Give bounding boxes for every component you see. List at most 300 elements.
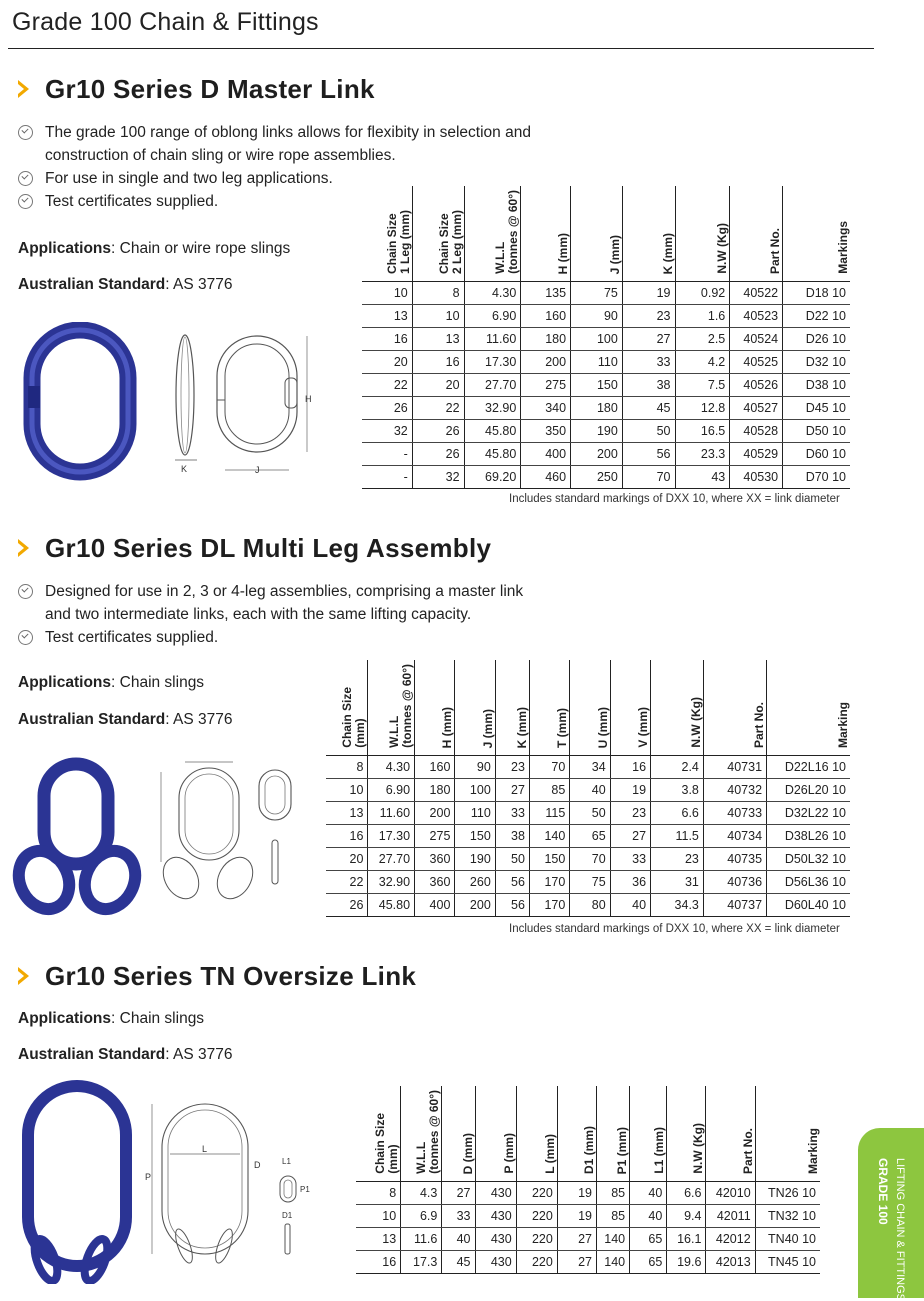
table-cell: 12.8 [675,396,730,419]
table-cell: 27 [622,327,675,350]
table-cell: 13 [362,304,412,327]
section2-spec-table [326,660,850,917]
table-cell: 110 [571,350,623,373]
column-header: W.L.L (tonnes @ 60°) [464,186,521,281]
page-title: Grade 100 Chain & Fittings [12,8,319,36]
table-row [362,396,850,419]
column-header: V (mm) [610,660,650,755]
table-cell: 40522 [730,281,783,304]
table-cell: 40737 [703,893,766,916]
table-cell: - [362,465,412,488]
table-cell: 40 [570,778,610,801]
section1-heading: Gr10 Series D Master Link [45,74,375,104]
column-header: Chain Size (mm) [326,660,368,755]
table-cell: 17.30 [368,824,415,847]
table-cell: 40527 [730,396,783,419]
column-header: Marking [767,660,850,755]
table-cell: D38 10 [783,373,850,396]
table-cell: 260 [455,870,495,893]
table-cell: D60L40 10 [767,893,850,916]
table-cell: 22 [362,373,412,396]
table-cell: 180 [415,778,455,801]
table-cell: 16 [362,327,412,350]
table-cell: D22L16 10 [767,755,850,778]
column-header: Part No. [706,1086,755,1181]
table-cell: D56L36 10 [767,870,850,893]
table-cell: 42012 [706,1227,755,1250]
table-cell: 200 [521,350,571,373]
table-row [362,350,850,373]
check-circle-icon [18,125,33,140]
table-cell: 430 [475,1204,516,1227]
section1-standard: Australian Standard: AS 3776 [18,276,233,293]
table-cell: 27 [610,824,650,847]
table-cell: 220 [516,1181,557,1204]
table-cell: 11.60 [464,327,521,350]
table-cell: D60 10 [783,442,850,465]
table-cell: D26L20 10 [767,778,850,801]
table-cell: 34 [570,755,610,778]
table-cell: 140 [597,1227,630,1250]
column-header: H (mm) [521,186,571,281]
table-cell: 23 [651,847,704,870]
table-cell: 22 [326,870,368,893]
table-cell: 275 [521,373,571,396]
table-cell: 40734 [703,824,766,847]
table-cell: 350 [521,419,571,442]
table-cell: 90 [571,304,623,327]
side-category-tab [858,1128,924,1301]
table-cell: 200 [571,442,623,465]
table-cell: 27 [557,1250,596,1273]
table-cell: 430 [475,1250,516,1273]
section2-bullet-1: Designed for use in 2, 3 or 4-leg assemblies, comprising a master link [45,580,523,603]
check-circle-icon [18,171,33,186]
column-header: L1 (mm) [630,1086,667,1181]
table-cell: 26 [326,893,368,916]
table-cell: 8 [412,281,464,304]
side-tab-title: GRADE 100 [876,1158,890,1225]
table-cell: 20 [326,847,368,870]
diagram-label-l1: L1 [282,1157,291,1166]
table-cell: 100 [455,778,495,801]
table-cell: 22 [412,396,464,419]
table-cell: 65 [570,824,610,847]
table-cell: 19 [622,281,675,304]
diagram-label-d: D [254,1160,261,1170]
section3-applications: Applications: Chain slings [18,1010,205,1027]
column-header: Part No. [730,186,783,281]
table-row [362,327,850,350]
table-cell: 38 [622,373,675,396]
table-cell: 7.5 [675,373,730,396]
table-cell: 40731 [703,755,766,778]
table-cell: 180 [571,396,623,419]
table-cell: 20 [362,350,412,373]
table-cell: 40735 [703,847,766,870]
column-header: Chain Size 2 Leg (mm) [412,186,464,281]
table-cell: 23 [622,304,675,327]
column-header: D (mm) [442,1086,475,1181]
table-cell: 160 [415,755,455,778]
table-cell: D32L22 10 [767,801,850,824]
table-cell: D18 10 [783,281,850,304]
table-cell: 4.30 [464,281,521,304]
table-cell: 220 [516,1250,557,1273]
table-cell: 45.80 [464,442,521,465]
table-cell: 430 [475,1227,516,1250]
table-cell: 75 [570,870,610,893]
table-cell: D22 10 [783,304,850,327]
table-cell: 11.60 [368,801,415,824]
table-cell: D70 10 [783,465,850,488]
column-header: D1 (mm) [557,1086,596,1181]
table-cell: 27 [442,1181,475,1204]
table-cell: 45 [622,396,675,419]
table-cell: 33 [442,1204,475,1227]
table-cell: 170 [529,870,569,893]
table-cell: 40732 [703,778,766,801]
column-header: Marking [755,1086,820,1181]
table-cell: 50 [570,801,610,824]
table-cell: 40523 [730,304,783,327]
table-cell: 17.3 [401,1250,442,1273]
table-cell: 220 [516,1227,557,1250]
column-header: Part No. [703,660,766,755]
diagram-label-p1: P1 [300,1185,310,1194]
table-cell: 56 [622,442,675,465]
table-cell: 38 [495,824,529,847]
table-cell: 40526 [730,373,783,396]
table-row [356,1250,820,1273]
table-row [362,442,850,465]
table-cell: 430 [475,1181,516,1204]
table-cell: 135 [521,281,571,304]
table-cell: 40 [610,893,650,916]
table-cell: 140 [529,824,569,847]
table-cell: 32.90 [464,396,521,419]
table-cell: 40528 [730,419,783,442]
section1-bullet-2: For use in single and two leg applications. [45,167,333,190]
table-row [326,778,850,801]
column-header: J (mm) [571,186,623,281]
section-chevron-icon [18,80,29,98]
table-cell: 40530 [730,465,783,488]
table-cell: 16 [610,755,650,778]
table-cell: 26 [362,396,412,419]
table-cell: 340 [521,396,571,419]
table-cell: 4.3 [401,1181,442,1204]
table-cell: 40 [630,1204,667,1227]
table-cell: 16 [412,350,464,373]
section-chevron-icon [18,539,29,557]
table-cell: 150 [455,824,495,847]
column-header: N.W (Kg) [651,660,704,755]
section2-applications: Applications: Chain slings [18,674,205,691]
table-cell: 19 [610,778,650,801]
table-cell: 150 [571,373,623,396]
column-header: T (mm) [529,660,569,755]
table-cell: 40 [442,1227,475,1250]
table-cell: 40736 [703,870,766,893]
table-cell: 6.6 [667,1181,706,1204]
table-cell: 275 [415,824,455,847]
table-cell: TN40 10 [755,1227,820,1250]
table-row [356,1227,820,1250]
multi-leg-assembly-image [10,756,150,918]
table-cell: 200 [415,801,455,824]
column-header: K (mm) [622,186,675,281]
table-cell: 460 [521,465,571,488]
table-cell: 27 [495,778,529,801]
table-cell: 27.70 [464,373,521,396]
table-cell: 11.6 [401,1227,442,1250]
table-cell: 42011 [706,1204,755,1227]
column-header: Markings [783,186,850,281]
table-cell: 70 [529,755,569,778]
table-cell: 33 [622,350,675,373]
table-header-row [362,186,850,281]
table-header-row [326,660,850,755]
table-cell: 3.8 [651,778,704,801]
master-link-diagram [165,330,355,480]
table-cell: 16 [326,824,368,847]
table-cell: 17.30 [464,350,521,373]
section1-bullet-3: Test certificates supplied. [45,190,218,213]
diagram-label-p: P [145,1172,152,1182]
table-cell: 250 [571,465,623,488]
diagram-label-h: H [305,394,312,404]
table-cell: 10 [362,281,412,304]
table-cell: 10 [326,778,368,801]
table-cell: 4.30 [368,755,415,778]
table-cell: 4.2 [675,350,730,373]
table-cell: 190 [571,419,623,442]
column-header: P (mm) [475,1086,516,1181]
table-cell: 8 [326,755,368,778]
table-cell: 31 [651,870,704,893]
check-circle-icon [18,630,33,645]
section1-spec-table [362,186,850,489]
table-cell: 65 [630,1250,667,1273]
table-cell: 43 [675,465,730,488]
table-cell: 85 [597,1204,630,1227]
table-cell: 32 [362,419,412,442]
table-cell: 19 [557,1204,596,1227]
table-cell: 36 [610,870,650,893]
table-cell: 8 [356,1181,401,1204]
column-header: W.L.L (tonnes @ 60°) [368,660,415,755]
column-header: W.L.L (tonnes @ 60°) [401,1086,442,1181]
table-cell: 26 [412,442,464,465]
section3-standard: Australian Standard: AS 3776 [18,1046,233,1063]
table-cell: 100 [571,327,623,350]
master-link-image [22,322,142,482]
table-cell: 85 [597,1181,630,1204]
table-cell: 26 [412,419,464,442]
table-cell: 27.70 [368,847,415,870]
table-cell: 6.90 [368,778,415,801]
table-cell: 9.4 [667,1204,706,1227]
table-cell: 32 [412,465,464,488]
diagram-label-d1: D1 [282,1211,293,1220]
column-header: H (mm) [415,660,455,755]
table-cell: 90 [455,755,495,778]
table-cell: 400 [521,442,571,465]
table-cell: D38L26 10 [767,824,850,847]
check-circle-icon [18,584,33,599]
table-cell: 400 [415,893,455,916]
column-header: P1 (mm) [597,1086,630,1181]
table-cell: 16 [356,1250,401,1273]
table-row [362,373,850,396]
oversize-link-diagram [140,1098,320,1274]
table-cell: 85 [529,778,569,801]
table-cell: 13 [356,1227,401,1250]
section2-heading: Gr10 Series DL Multi Leg Assembly [45,533,492,563]
section-chevron-icon [18,967,29,985]
table-row [326,801,850,824]
table-row [362,465,850,488]
table-cell: 42010 [706,1181,755,1204]
table-cell: 40524 [730,327,783,350]
table-cell: 10 [412,304,464,327]
check-circle-icon [18,194,33,209]
diagram-label-l: L [202,1144,208,1154]
table-cell: 56 [495,870,529,893]
section1-bullet-1-cont: construction of chain sling or wire rope assemblies. [45,147,396,164]
table-cell: TN32 10 [755,1204,820,1227]
title-divider [8,48,874,49]
table-cell: D50L32 10 [767,847,850,870]
section1-note: Includes standard markings of DXX 10, where XX = link diameter [509,493,840,505]
table-cell: 23 [610,801,650,824]
table-cell: 1.6 [675,304,730,327]
table-cell: 19 [557,1181,596,1204]
column-header: Chain Size 1 Leg (mm) [362,186,412,281]
table-cell: 220 [516,1204,557,1227]
table-cell: 13 [326,801,368,824]
table-cell: 0.92 [675,281,730,304]
table-cell: 6.6 [651,801,704,824]
section2-note: Includes standard markings of DXX 10, where XX = link diameter [509,923,840,935]
section2-standard: Australian Standard: AS 3776 [18,711,233,728]
table-cell: 42013 [706,1250,755,1273]
section3-heading: Gr10 Series TN Oversize Link [45,961,417,991]
table-cell: 40 [630,1181,667,1204]
column-header: N.W (Kg) [675,186,730,281]
table-cell: 180 [521,327,571,350]
table-cell: 115 [529,801,569,824]
table-cell: 56 [495,893,529,916]
table-cell: 20 [412,373,464,396]
table-cell: D26 10 [783,327,850,350]
table-cell: 70 [570,847,610,870]
table-cell: 11.5 [651,824,704,847]
table-cell: 200 [455,893,495,916]
table-row [326,870,850,893]
section3-spec-table [356,1086,820,1274]
table-cell: 140 [597,1250,630,1273]
table-cell: 23.3 [675,442,730,465]
table-row [356,1181,820,1204]
section2-bullet-2: Test certificates supplied. [45,626,218,649]
table-cell: 65 [630,1227,667,1250]
section1-bullet-1: The grade 100 range of oblong links allows for flexibity in selection and [45,121,565,144]
table-row [326,824,850,847]
table-cell: 75 [571,281,623,304]
table-cell: 23 [495,755,529,778]
table-cell: 150 [529,847,569,870]
table-row [356,1204,820,1227]
table-cell: D45 10 [783,396,850,419]
table-cell: 19.6 [667,1250,706,1273]
table-row [326,893,850,916]
table-cell: 2.4 [651,755,704,778]
table-cell: 10 [356,1204,401,1227]
table-cell: 170 [529,893,569,916]
table-cell: - [362,442,412,465]
oversize-link-image [18,1078,143,1284]
column-header: L (mm) [516,1086,557,1181]
table-cell: TN45 10 [755,1250,820,1273]
table-cell: 110 [455,801,495,824]
multi-leg-assembly-diagram [155,752,315,914]
table-cell: TN26 10 [755,1181,820,1204]
table-cell: 50 [495,847,529,870]
table-cell: 360 [415,847,455,870]
table-cell: 33 [610,847,650,870]
diagram-label-k: K [181,464,188,474]
section1-applications: Applications: Chain or wire rope slings [18,240,291,257]
table-cell: 33 [495,801,529,824]
diagram-label-j: J [255,465,260,475]
table-cell: 40529 [730,442,783,465]
section2-bullet-1-cont: and two intermediate links, each with the same lifting capacity. [45,606,472,623]
table-cell: 27 [557,1227,596,1250]
table-cell: D32 10 [783,350,850,373]
table-cell: 80 [570,893,610,916]
table-cell: 13 [412,327,464,350]
table-cell: 69.20 [464,465,521,488]
table-cell: 2.5 [675,327,730,350]
table-cell: 50 [622,419,675,442]
table-row [362,304,850,327]
column-header: Chain Size (mm) [356,1086,401,1181]
table-cell: 45.80 [464,419,521,442]
table-cell: 32.90 [368,870,415,893]
column-header: K (mm) [495,660,529,755]
table-cell: 6.90 [464,304,521,327]
table-cell: 34.3 [651,893,704,916]
table-cell: 70 [622,465,675,488]
table-cell: 45.80 [368,893,415,916]
table-cell: 40525 [730,350,783,373]
table-cell: 160 [521,304,571,327]
table-cell: 190 [455,847,495,870]
table-header-row [356,1086,820,1181]
column-header: N.W (Kg) [667,1086,706,1181]
table-cell: 360 [415,870,455,893]
table-cell: D50 10 [783,419,850,442]
table-cell: 6.9 [401,1204,442,1227]
column-header: J (mm) [455,660,495,755]
table-cell: 16.5 [675,419,730,442]
table-row [326,847,850,870]
table-row [326,755,850,778]
table-row [362,281,850,304]
column-header: U (mm) [570,660,610,755]
